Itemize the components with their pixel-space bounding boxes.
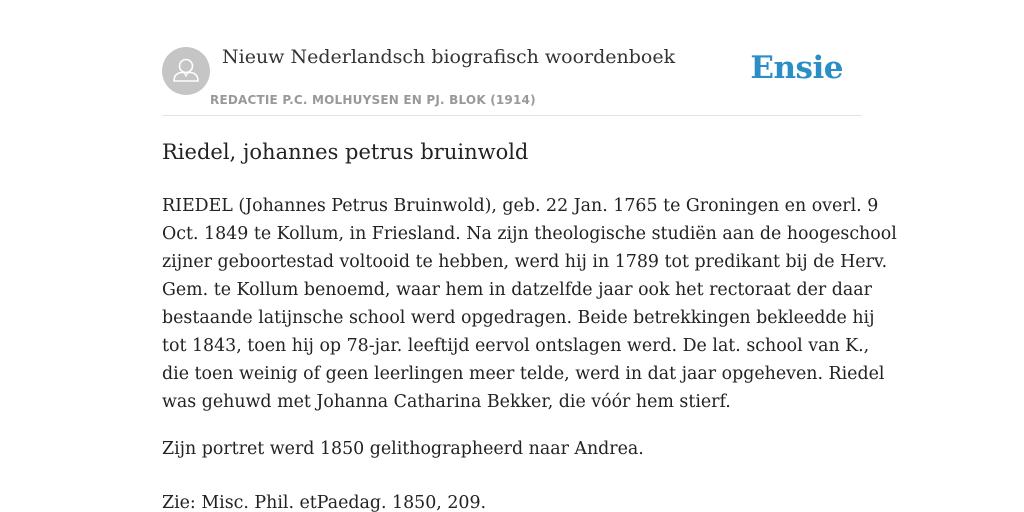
entry-paragraph-1 <box>162 192 897 416</box>
paragraph-line: die toen weinig of geen leerlingen meer telde, werd in dat jaar opgeheven. Riedel <box>162 364 885 384</box>
entry-body <box>162 192 897 512</box>
paragraph-line: RIEDEL (Johannes Petrus Bruinwold), geb. 22 Jan. 1765 te Groningen en overl. 9 <box>162 196 879 216</box>
avatar <box>162 47 210 95</box>
entry-reference: Zie: Misc. Phil. etPaedag. 1850, 209. <box>162 493 487 512</box>
paragraph-line: was gehuwd met Johanna Catharina Bekker, die vóór hem stierf. <box>162 392 731 412</box>
entry-paragraph-2: Zijn portret werd 1850 gelithographeerd naar Andrea. <box>162 439 644 459</box>
paragraph-line: bestaande latijnsche school werd opgedragen. Beide betrekkingen bekleedde hij <box>162 308 875 328</box>
paragraph-line: zijner geboortestad voltooid te hebben, werd hij in 1789 tot predikant bij de Herv. <box>162 252 888 272</box>
paragraph-line: Gem. te Kollum benoemd, waar hem in datzelfde jaar ook het rectoraat der daar <box>162 280 872 300</box>
ensie-logo-link[interactable]: Ensie <box>750 50 843 86</box>
entry-title: Riedel, johannes petrus bruinwold <box>162 140 529 164</box>
paragraph-line: Oct. 1849 te Kollum, in Friesland. Na zijn theologische studiën aan de hoogeschool <box>162 224 897 244</box>
paragraph-line: tot 1843, toen hij op 78-jar. leeftijd eervol ontslagen werd. De lat. school van K., <box>162 336 870 356</box>
book-header <box>162 40 862 116</box>
book-title[interactable]: Nieuw Nederlandsch biografisch woordenboek <box>222 46 676 68</box>
user-icon <box>162 47 210 95</box>
book-editors: REDACTIE P.C. MOLHUYSEN EN PJ. BLOK (1914) <box>210 93 536 107</box>
